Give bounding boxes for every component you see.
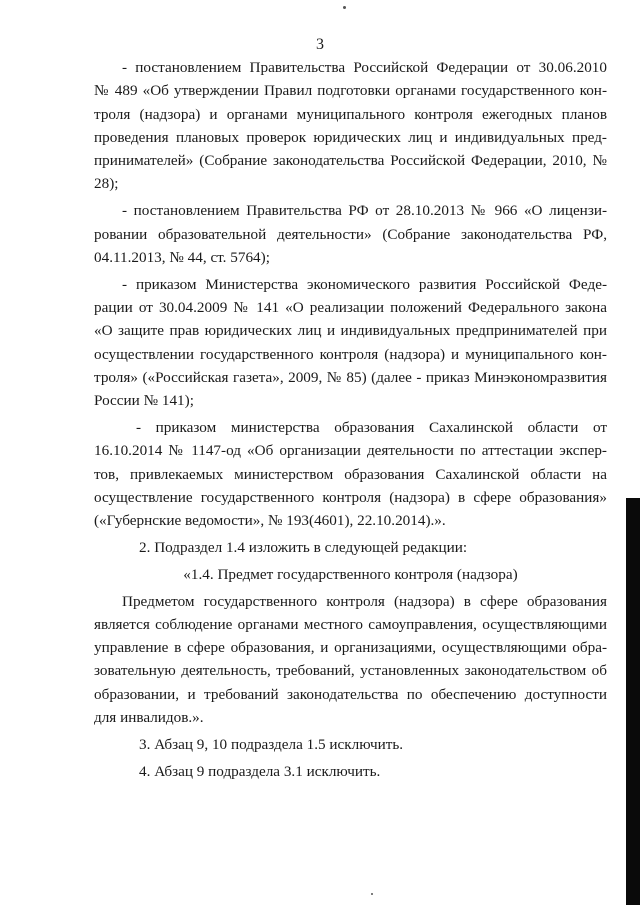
text-line: тов, привлекаемых министерством образования Сахалинской области на	[94, 465, 607, 483]
text-line: 4. Абзац 9 подраздела 3.1 исключить.	[139, 762, 381, 780]
scan-edge-shadow	[626, 498, 640, 905]
text-line: ровании образовательной деятельности» (Собрание законодательства РФ,	[94, 225, 607, 243]
text-line: № 489 «Об утверждении Правил подготовки органами государственного кон-	[94, 82, 607, 100]
text-line: - приказом министерства образования Сахалинской области от	[136, 418, 607, 436]
text-line: образовании, и требований законодательства по обеспечению доступности	[94, 685, 607, 703]
text-line: 3. Абзац 9, 10 подраздела 1.5 исключить.	[139, 735, 404, 753]
text-line: является соблюдение органами местного самоуправления, осуществляющими	[94, 615, 607, 633]
scan-speck	[371, 893, 373, 895]
scan-speck	[343, 6, 346, 9]
text-line: рации от 30.04.2009 № 141 «О реализации положений Федерального закона	[94, 298, 607, 316]
document-body	[94, 56, 607, 783]
section-heading: «1.4. Предмет государственного контроля (надзора)	[183, 565, 518, 583]
text-line: 04.11.2013, № 44, ст. 5764);	[94, 248, 270, 266]
text-line: 16.10.2014 № 1147-од «Об организации деятельности по аттестации экспер-	[94, 442, 607, 460]
text-line: для инвалидов.».	[94, 709, 204, 727]
text-line: («Губернские ведомости», № 193(4601), 22.10.2014).».	[94, 512, 446, 530]
text-line: - постановлением Правительства РФ от 28.10.2013 № 966 «О лицензи-	[122, 202, 607, 220]
text-line: России № 141);	[94, 392, 194, 410]
text-line: троля» («Российская газета», 2009, № 85) (далее - приказ Минэкономразвития	[94, 368, 607, 386]
text-line: зовательную деятельность, требований, установленных законодательством об	[94, 662, 607, 680]
text-line: 28);	[94, 175, 119, 193]
text-line: троля (надзора) и органами муниципального контроля ежегодных планов	[94, 105, 607, 123]
text-line: принимателей» (Собрание законодательства Российской Федерации, 2010, №	[94, 152, 607, 170]
text-line: 2. Подраздел 1.4 изложить в следующей редакции:	[139, 538, 468, 556]
text-line: управление в сфере образования, и организациями, осуществляющими обра-	[94, 639, 607, 657]
text-line: проведения плановых проверок юридических лиц и индивидуальных пред-	[94, 128, 607, 146]
text-line: - постановлением Правительства Российской Федерации от 30.06.2010	[122, 59, 607, 76]
text-line: «О защите прав юридических лиц и индивидуальных предпринимателей при	[94, 322, 607, 340]
page-number: 3	[316, 36, 324, 53]
text-line: осуществление государственного контроля (надзора) в сфере образования»	[94, 488, 607, 506]
text-line: осуществлении государственного контроля (надзора) и муниципального кон-	[94, 345, 607, 363]
text-line: Предметом государственного контроля (надзора) в сфере образования	[122, 592, 607, 610]
text-line: - приказом Министерства экономического развития Российской Феде-	[122, 275, 607, 293]
